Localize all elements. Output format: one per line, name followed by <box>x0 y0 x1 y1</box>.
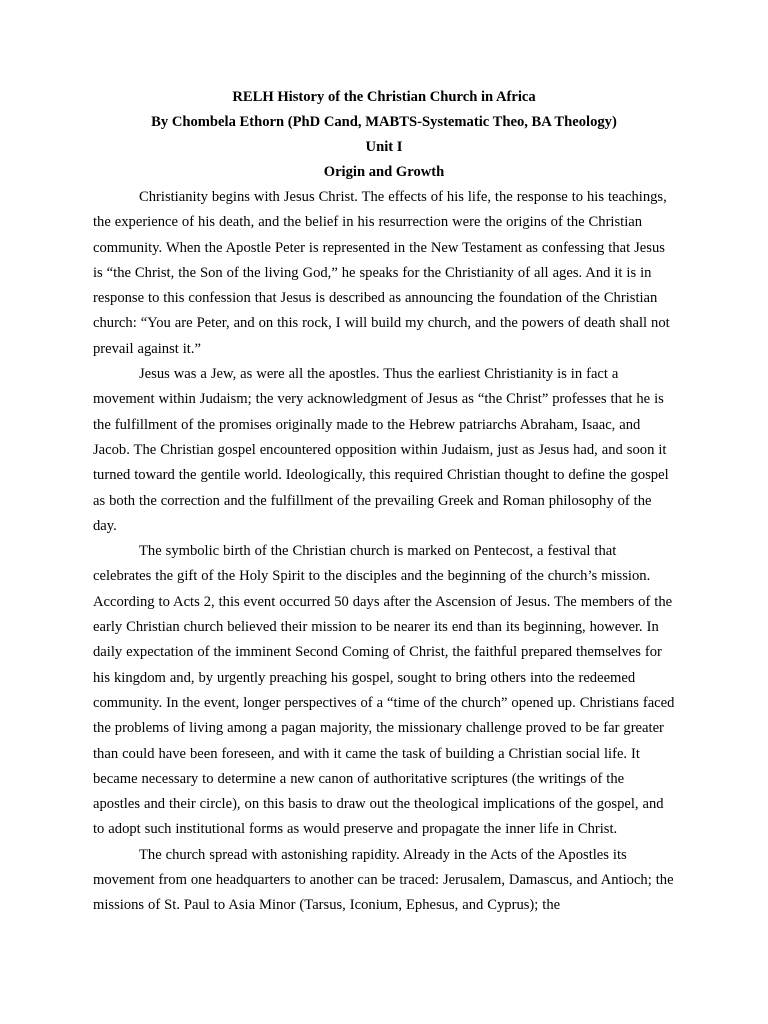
section-title: Origin and Growth <box>323 164 445 180</box>
body-paragraph: Jesus was a Jew, as were all the apostles. Thus the earliest Christianity is in fact a movement within Judaism; the very acknowledgment of Jesus as “the Christ” professes that he is the fulfillment of the promises originally made to the Hebrew patriarchs Abraham, Isaac, and Jacob. The Christian gospel encountered opposition within Judaism, just as Jesus had, and soon it turned toward the gentile world. Ideologically, this required Christian thought to define the gospel as both the correction and the fulfillment of the prevailing Greek and Roman philosophy of the day. <box>93 366 669 534</box>
body-paragraph: Christianity begins with Jesus Christ. The effects of his life, the response to his teachings, the experience of his death, and the belief in his resurrection were the origins of the Christian community. When the Apostle Peter is represented in the New Testament as confessing that Jesus is “the Christ, the Son of the living God,” he speaks for the Christianity of all ages. And it is in response to this confession that Jesus is described as announcing the foundation of the Christian church: “You are Peter, and on this rock, I will build my church, and the powers of death shall not prevail against it.” <box>93 189 670 357</box>
document-page <box>93 85 675 919</box>
course-title: RELH History of the Christian Church in Africa <box>232 89 536 105</box>
unit-heading: Unit I <box>365 139 403 155</box>
body-paragraph: The symbolic birth of the Christian church is marked on Pentecost, a festival that celebrates the gift of the Holy Spirit to the disciples and the beginning of the church’s mission. According to Acts 2, this event occurred 50 days after the Ascension of Jesus. The members of the early Christian church believed their mission to be nearer its end than its beginning, however. In daily expectation of the imminent Second Coming of Christ, the faithful prepared themselves for his kingdom and, by urgently preaching his gospel, sought to bring others into the redeemed community. In the event, longer perspectives of a “time of the church” opened up. Christians faced the problems of living among a pagan majority, the missionary challenge proved to be far greater than could have been foreseen, and with it came the task of building a Christian social life. It became necessary to determine a new canon of authoritative scriptures (the writings of the apostles and their circle), on this basis to draw out the theological implications of the gospel, and to adopt such institutional forms as would preserve and propagate the inner life in Christ. <box>93 543 675 838</box>
author-line: By Chombela Ethorn (PhD Cand, MABTS-Systematic Theo, BA Theology) <box>151 114 617 130</box>
body-paragraph: The church spread with astonishing rapidity. Already in the Acts of the Apostles its movement from one headquarters to another can be traced: Jerusalem, Damascus, and Antioch; the missions of St. Paul to Asia Minor (Tarsus, Iconium, Ephesus, and Cyprus); the <box>93 846 674 914</box>
